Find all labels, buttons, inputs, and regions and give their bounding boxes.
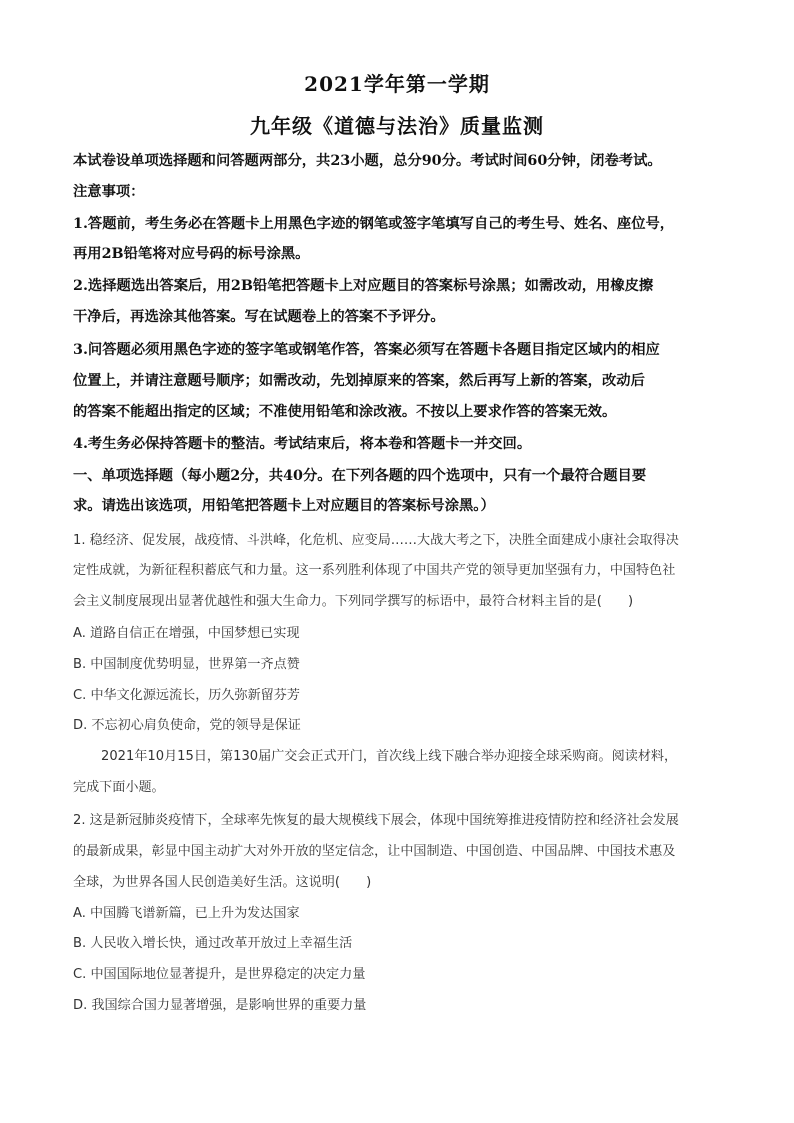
instruction-line: 注意事项： [73,184,145,200]
question-stem-line: 的最新成果，彰显中国主动扩大对外开放的坚定信念，让中国制造、中国创造、中国品牌、中国技术惠及 [73,844,676,859]
answer-option: A. 中国腾飞谱新篇，已上升为发达国家 [73,906,300,921]
instruction-line: 位置上，并请注意题号顺序；如需改动，先划掉原来的答案，然后再写上新的答案，改动后 [73,373,645,389]
instruction-line: 1.答题前，考生务必在答题卡上用黑色字迹的钢笔或签字笔填写自己的考生号、姓名、座位号， [73,216,675,232]
exam-subtitle: 九年级《道德与法治》质量监测 [250,114,544,138]
exam-title: 2021学年第一学期 [304,72,490,96]
instruction-line: 2.选择题选出答案后，用2B铅笔把答题卡上对应题目的答案标号涂黑；如需改动，用橡皮擦 [73,278,654,294]
reading-material-line: 完成下面小题。 [73,780,165,795]
answer-option: A. 道路自信正在增强，中国梦想已实现 [73,626,300,641]
question-stem-line: 会主义制度展现出显著优越性和强大生命力。下列同学撰写的标语中，最符合材料主旨的是( ) [73,594,634,609]
answer-option: C. 中国国际地位显著提升，是世界稳定的决定力量 [73,967,366,982]
instruction-line: 再用2B铅笔将对应号码的标号涂黑。 [73,246,310,262]
answer-option: B. 人民收入增长快，通过改革开放过上幸福生活 [73,936,353,951]
answer-option: D. 我国综合国力显著增强，是影响世界的重要力量 [73,998,367,1013]
answer-option: B. 中国制度优势明显，世界第一齐点赞 [73,657,300,672]
instruction-line: 3.问答题必须用黑色字迹的签字笔或钢笔作答，答案必须写在答题卡各题目指定区域内的相应 [73,342,660,358]
reading-material-line: 2021年10月15日，第130届广交会正式开门，首次线上线下融合举办迎接全球采购商。阅读材料， [101,749,678,764]
instruction-line: 本试卷设单项选择题和问答题两部分，共23小题，总分90分。考试时间60分钟，闭卷考试。 [73,153,662,169]
answer-option: C. 中华文化源远流长，历久弥新留芬芳 [73,688,300,703]
question-stem-line: 1. 稳经济、促发展，战疫情、斗洪峰，化危机、应变局……大战大考之下，决胜全面建成小康社会取得决 [73,533,679,548]
instruction-line: 4.考生务必保持答题卡的整洁。考试结束后，将本卷和答题卡一并交回。 [73,436,532,452]
section-heading: 一、单项选择题（每小题2分，共40分。在下列各题的四个选项中，只有一个最符合题目要 [73,468,647,484]
instruction-line: 干净后，再选涂其他答案。写在试题卷上的答案不予评分。 [73,309,445,325]
answer-option: D. 不忘初心肩负使命，党的领导是保证 [73,718,301,733]
section-heading: 求。请选出该选项，用铅笔把答题卡上对应题目的答案标号涂黑。） [73,498,495,514]
question-stem-line: 定性成就，为新征程积蓄底气和力量。这一系列胜利体现了中国共产党的领导更加坚强有力，中国特色社 [73,563,676,578]
instruction-line: 的答案不能超出指定的区域；不准使用铅笔和涂改液。不按以上要求作答的答案无效。 [73,404,617,420]
question-stem-line: 全球，为世界各国人民创造美好生活。这说明( ) [73,875,372,890]
question-stem-line: 2. 这是新冠肺炎疫情下，全球率先恢复的最大规模线下展会，体现中国统筹推进疫情防控和经济社会发展 [73,813,679,828]
